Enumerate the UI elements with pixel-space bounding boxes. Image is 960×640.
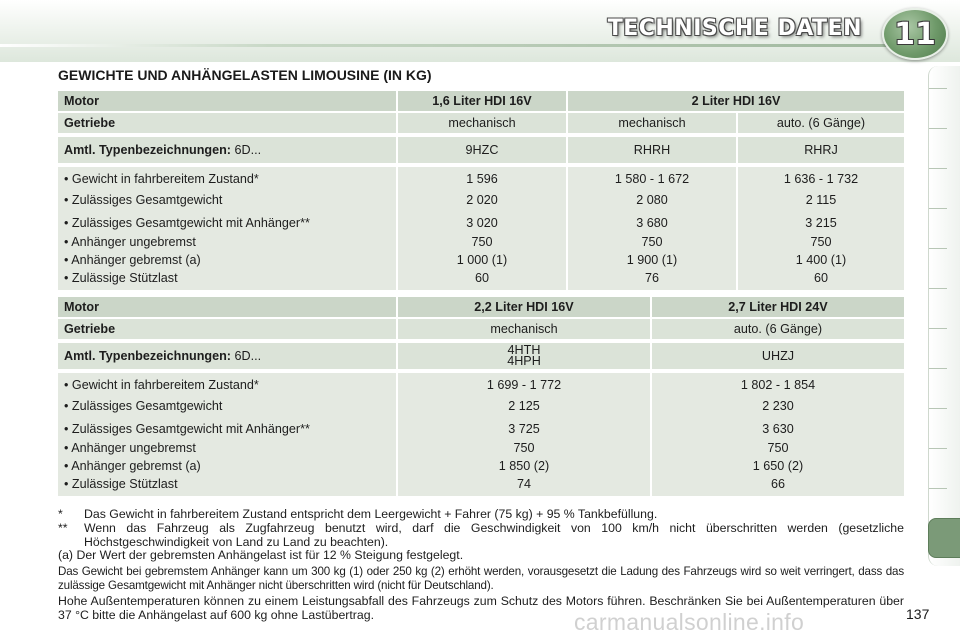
table-cell <box>396 343 650 373</box>
data-column <box>736 167 904 290</box>
table-cell: 1 580 - 1 672 <box>614 172 690 186</box>
footnotes <box>58 508 904 622</box>
table-cell: 9HZC <box>396 137 566 167</box>
motor-label: Motor <box>58 91 396 113</box>
table-cell: mechanisch <box>566 113 736 137</box>
type-designation-label <box>58 137 396 167</box>
table-cell: 3 725 <box>508 422 540 436</box>
table-cell: RHRH <box>566 137 736 167</box>
table-cell: 3 020 <box>466 216 498 230</box>
row-label: • Zulässige Stützlast <box>64 271 178 285</box>
engine-header: 1,6 Liter HDI 16V <box>396 91 566 113</box>
type-label-suffix: 6D... <box>231 143 262 157</box>
rail-tick <box>929 408 947 409</box>
active-chapter-tab[interactable] <box>928 518 960 558</box>
table-cell: RHRJ <box>736 137 904 167</box>
footnote-text: Wenn das Fahrzeug als Zugfahrzeug benutzt wird, darf die Geschwindigkeit von 100 km/h nicht überschritten werden (gesetzliche Höchstgeschwindigkeit von Land zu Land zu beachten). <box>84 520 904 549</box>
footnote <box>58 522 904 550</box>
table-cell: 3 680 <box>636 216 668 230</box>
paragraph: Hohe Außentemperaturen können zu einem Leistungsabfall des Fahrzeugs zum Schutz des Motors führen. Beschränken Sie bei Außentemperaturen über 37 °C bitte die Anhängelast auf 600 kg ohne Lastübertrag. <box>58 593 904 622</box>
gearbox-label: Getriebe <box>58 113 396 137</box>
table-cell: 1 000 (1) <box>456 253 508 267</box>
motor-label: Motor <box>58 297 396 319</box>
table-cell: 1 900 (1) <box>626 253 678 267</box>
data-column <box>396 167 566 290</box>
rail-tick <box>929 288 947 289</box>
table-cell: 750 <box>810 235 832 249</box>
table-cell: 76 <box>644 271 659 285</box>
weights-table-1 <box>58 91 904 290</box>
table-cell: 60 <box>474 271 489 285</box>
type-label-bold: Amtl. Typenbezeichnungen: <box>64 349 231 363</box>
table-cell: auto. (6 Gänge) <box>736 113 904 137</box>
chapter-number-badge <box>882 8 948 60</box>
table-row <box>58 113 904 137</box>
table-cell: 2 115 <box>805 193 837 207</box>
section-title: GEWICHTE UND ANHÄNGELASTEN LIMOUSINE (IN KG) <box>58 67 432 83</box>
rail-tick <box>929 368 947 369</box>
table-cell: 60 <box>814 271 829 285</box>
paragraph: Das Gewicht bei gebremstem Anhänger kann um 300 kg (1) oder 250 kg (2) erhöht werden, vorausgesetzt die Ladung des Fahrzeugs wird so weit verringert, dass das zulässige Gesamtgewicht mit Anhänger nicht überschritten wird (nicht für Deutschland). <box>58 565 904 592</box>
table-cell: 1 699 - 1 772 <box>486 378 562 392</box>
row-label: • Zulässige Stützlast <box>64 477 178 491</box>
rail-tick <box>929 128 947 129</box>
table-row <box>58 137 904 167</box>
footnote-text: (a) Der Wert der gebremsten Anhängelast ist für 12 % Steigung festgelegt. <box>58 548 464 563</box>
table-cell: 2 125 <box>508 399 540 413</box>
header-rule <box>0 44 900 47</box>
row-label: • Zulässiges Gesamtgewicht <box>64 193 223 207</box>
table-cell: 1 850 (2) <box>498 459 550 473</box>
table-row <box>58 167 904 290</box>
page-number: 137 <box>906 606 930 622</box>
type-code: 4HTH <box>507 343 541 357</box>
rail-tick <box>929 168 947 169</box>
table-cell: 750 <box>513 441 535 455</box>
table-cell: 3 630 <box>762 422 794 436</box>
footnote-marker: ** <box>58 520 68 535</box>
engine-header: 2 Liter HDI 16V <box>566 91 904 113</box>
type-label-suffix: 6D... <box>231 349 262 363</box>
weights-table-2 <box>58 297 904 496</box>
type-designation-label <box>58 343 396 373</box>
table-row <box>58 91 904 113</box>
table-row <box>58 343 904 373</box>
row-label: • Zulässiges Gesamtgewicht <box>64 399 223 413</box>
rail-tick <box>929 248 947 249</box>
table-cell: 750 <box>641 235 663 249</box>
table-cell: UHZJ <box>650 343 904 373</box>
footnote <box>58 508 904 522</box>
table-cell: 3 215 <box>805 216 837 230</box>
type-label-bold: Amtl. Typenbezeichnungen: <box>64 143 231 157</box>
data-labels <box>58 373 396 496</box>
chapter-tab-rail <box>928 66 960 566</box>
table-cell: 1 596 <box>466 172 498 186</box>
table-cell: 1 400 (1) <box>795 253 847 267</box>
engine-header: 2,2 Liter HDI 16V <box>396 297 650 319</box>
table-row <box>58 297 904 319</box>
table-cell: 1 636 - 1 732 <box>783 172 859 186</box>
row-label: • Anhänger gebremst (a) <box>64 253 201 267</box>
watermark: carmanualsonline.info <box>574 609 805 635</box>
chapter-title: TECHNISCHE DATEN <box>607 16 862 41</box>
table-cell: 1 650 (2) <box>752 459 804 473</box>
table-row <box>58 319 904 343</box>
data-column <box>650 373 904 496</box>
row-label: • Anhänger gebremst (a) <box>64 459 201 473</box>
table-cell: auto. (6 Gänge) <box>650 319 904 343</box>
table-cell: 74 <box>516 477 531 491</box>
table-cell: 750 <box>767 441 789 455</box>
data-column <box>566 167 736 290</box>
row-label: • Zulässiges Gesamtgewicht mit Anhänger** <box>64 422 310 436</box>
gearbox-label: Getriebe <box>58 319 396 343</box>
table-row <box>58 373 904 496</box>
engine-header: 2,7 Liter HDI 24V <box>650 297 904 319</box>
footnote-text: Das Gewicht in fahrbereitem Zustand entspricht dem Leergewicht + Fahrer (75 kg) + 95 % Tankbefüllung. <box>84 507 658 521</box>
table-cell: 2 080 <box>636 193 668 207</box>
rail-tick <box>929 88 947 89</box>
rail-tick <box>929 488 947 489</box>
row-label: • Anhänger ungebremst <box>64 441 196 455</box>
row-label: • Gewicht in fahrbereitem Zustand* <box>64 172 259 186</box>
footnote-marker: * <box>58 507 63 521</box>
table-cell: mechanisch <box>396 319 650 343</box>
table-cell: 2 020 <box>466 193 498 207</box>
rail-tick <box>929 448 947 449</box>
type-code: 4HPH <box>507 354 541 368</box>
rail-tick <box>929 328 947 329</box>
data-column <box>396 373 650 496</box>
row-label: • Anhänger ungebremst <box>64 235 196 249</box>
table-cell: 750 <box>471 235 493 249</box>
row-label: • Zulässiges Gesamtgewicht mit Anhänger** <box>64 216 310 230</box>
rail-tick <box>929 208 947 209</box>
table-cell: mechanisch <box>396 113 566 137</box>
table-cell: 2 230 <box>762 399 794 413</box>
chapter-number: 11 <box>894 16 936 52</box>
row-label: • Gewicht in fahrbereitem Zustand* <box>64 378 259 392</box>
table-cell: 1 802 - 1 854 <box>740 378 816 392</box>
table-cell: 66 <box>770 477 785 491</box>
data-labels <box>58 167 396 290</box>
